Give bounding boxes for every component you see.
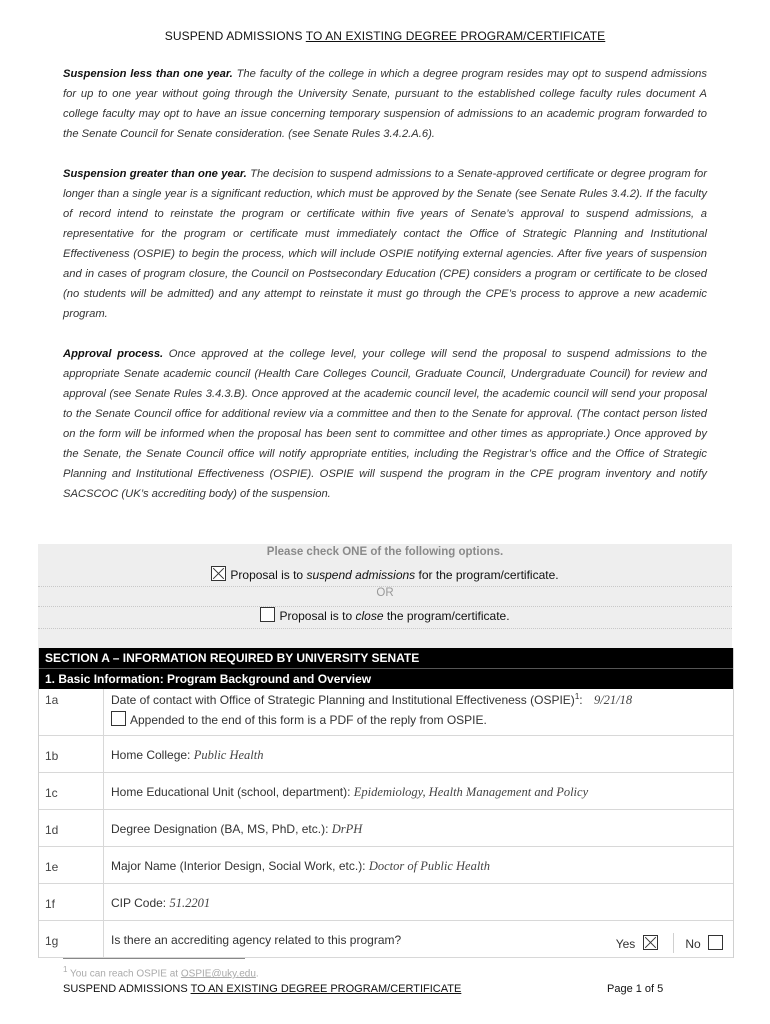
no-label: No (685, 937, 701, 951)
option-suspend-pre: Proposal is to (230, 568, 307, 582)
accrediting-yes-no (616, 933, 727, 953)
option-close-pre: Proposal is to (279, 609, 356, 623)
option-close-post: the program/certificate. (383, 609, 510, 623)
table-row (39, 773, 733, 810)
row-content (111, 692, 727, 708)
cip-code-value[interactable]: 51.2201 (169, 896, 211, 910)
row-label: Is there an accrediting agency related to this program? (111, 933, 402, 947)
row-label: Degree Designation (BA, MS, PhD, etc.): (111, 822, 332, 836)
column-divider (673, 933, 674, 953)
row-number: 1b (45, 749, 59, 763)
paragraph-suspension-greater (63, 164, 707, 324)
yes-checkbox[interactable] (643, 935, 658, 950)
paragraph-lead: Suspension greater than one year. (63, 168, 247, 180)
footnote-ref: 1 (574, 692, 580, 701)
ospie-date-value[interactable]: 9/21/18 (593, 693, 633, 707)
table-row (39, 884, 733, 921)
option-close-em: close (355, 609, 384, 623)
table-row (39, 736, 733, 773)
suspend-checkbox[interactable] (211, 566, 226, 581)
row-sub-content (111, 711, 727, 727)
row-content (111, 785, 727, 800)
page-number: Page 1 of 5 (607, 983, 664, 995)
close-checkbox[interactable] (260, 607, 275, 622)
yes-label: Yes (615, 937, 636, 951)
column-divider (103, 810, 104, 846)
paragraph-lead: Approval process. (63, 348, 164, 360)
row-colon: : (579, 693, 583, 707)
option-suspend-em: suspend admissions (306, 568, 416, 582)
option-close[interactable] (38, 607, 732, 623)
section-a-heading: SECTION A – INFORMATION REQUIRED BY UNIVERSITY SENATE (39, 648, 733, 668)
row-label: Date of contact with Office of Strategic Planning and Institutional Effectiveness (OSPIE) (111, 693, 575, 707)
home-college-value[interactable]: Public Health (193, 748, 264, 762)
title-underlined: TO AN EXISTING DEGREE PROGRAM/CERTIFICATE (305, 29, 606, 43)
column-divider (103, 689, 104, 735)
option-suspend-post: for the program/certificate. (415, 568, 559, 582)
row-label: Home Educational Unit (school, department): (111, 785, 354, 799)
degree-designation-value[interactable]: DrPH (331, 822, 363, 836)
row-number: 1c (45, 786, 58, 800)
dotted-divider (38, 628, 732, 629)
home-unit-value[interactable]: Epidemiology, Health Management and Policy (353, 785, 589, 799)
row-number: 1a (45, 693, 59, 707)
footnote-end: . (255, 968, 259, 980)
footnote-mark: 1 (63, 965, 68, 974)
row-content (111, 822, 727, 837)
table-row (39, 847, 733, 884)
row-content (111, 748, 727, 763)
title-bold: SUSPEND ADMISSIONS (164, 29, 303, 43)
paragraph-text: Once approved at the college level, your college will send the proposal to suspend admissions to the appropriate Senate academic council (Health Care Colleges Council, Graduate Council, Undergraduate Council) for review and approval (see Senate Rules 3.4.3.B). Once approved at the academic council level, the academic council will send your proposal to the Senate Council office for additional review via a committee and then to the Senate for approval. (The contact person listed on the form will be informed when the proposal has been sent to committee and other times as appropriate.) Once approved by the Senate, the Senate Council office will notify appropriate entities, including the Registrar’s office and the Office of Strategic Planning and Institutional Effectiveness (OSPIE). OSPIE will suspend the program in the CPE program inventory and notify SACSCOC (UK’s accrediting body) of the suspension. (63, 348, 707, 500)
row-sub-label: Appended to the end of this form is a PDF of the reply from OSPIE. (130, 713, 487, 727)
options-box (38, 544, 732, 648)
row-label: Home College: (111, 748, 194, 762)
paragraph-lead: Suspension less than one year. (63, 68, 233, 80)
options-or: OR (376, 587, 394, 599)
row-number: 1d (45, 823, 59, 837)
no-checkbox[interactable] (708, 935, 723, 950)
row-number: 1f (45, 897, 56, 911)
row-number: 1e (45, 860, 59, 874)
options-heading: Please check ONE of the following options. (266, 546, 504, 558)
paragraph-suspension-less (63, 64, 707, 144)
column-divider (103, 884, 104, 920)
document-title (0, 29, 770, 43)
table-row (39, 921, 733, 958)
column-divider (103, 921, 104, 957)
table-row (39, 810, 733, 847)
footer-title-bold: SUSPEND ADMISSIONS (63, 983, 188, 995)
column-divider (103, 847, 104, 883)
row-content (111, 859, 727, 874)
footer-title-underlined: TO AN EXISTING DEGREE PROGRAM/CERTIFICATE (190, 983, 462, 995)
paragraph-text: The faculty of the college in which a degree program resides may opt to suspend admissions for up to one year without going through the University Senate, pursuant to the established college faculty rules document A college faculty may opt to have an issue concerning temporary suspension of admissions to an academic program forwarded to the Senate Council for Senate consideration. (see Senate Rules 3.4.2.A.6). (63, 68, 707, 140)
section-a-table (38, 648, 734, 958)
footnote-text: You can reach OSPIE at (67, 968, 181, 980)
column-divider (103, 773, 104, 809)
footnote (63, 965, 259, 979)
row-label: CIP Code: (111, 896, 170, 910)
footer-title (63, 983, 461, 995)
paragraph-approval-process (63, 344, 707, 504)
ospie-email-link[interactable]: OSPIE@uky.edu (180, 968, 256, 980)
footnote-rule (63, 958, 245, 959)
row-number: 1g (45, 934, 59, 948)
row-content (111, 896, 727, 911)
column-divider (103, 736, 104, 772)
row-label: Major Name (Interior Design, Social Work, etc.): (111, 859, 369, 873)
option-suspend[interactable] (38, 566, 732, 582)
section-a-subheading: 1. Basic Information: Program Background and Overview (39, 668, 733, 689)
table-row (39, 689, 733, 736)
major-name-value[interactable]: Doctor of Public Health (368, 859, 491, 873)
paragraph-text: The decision to suspend admissions to a Senate-approved certificate or degree program for longer than a single year is a significant reduction, which must be approved by the Senate (see Senate Rules 3.4.2). If the faculty of record intend to reinstate the program or certificate within five years of Senate’s approval to suspend admissions, a representative for the program or certificate must immediately contact the Office of Strategic Planning and Institutional Effectiveness (OSPIE) to begin the process, which will include OSPIE notifying external agencies. After five years of suspension and in cases of program closure, the Council on Postsecondary Education (CPE) considers a program or certificate to be closed (no students will be admitted) and any attempt to reinstate it must go through the CPE’s process to approve a new academic program. (63, 168, 707, 320)
ospie-pdf-checkbox[interactable] (111, 711, 126, 726)
